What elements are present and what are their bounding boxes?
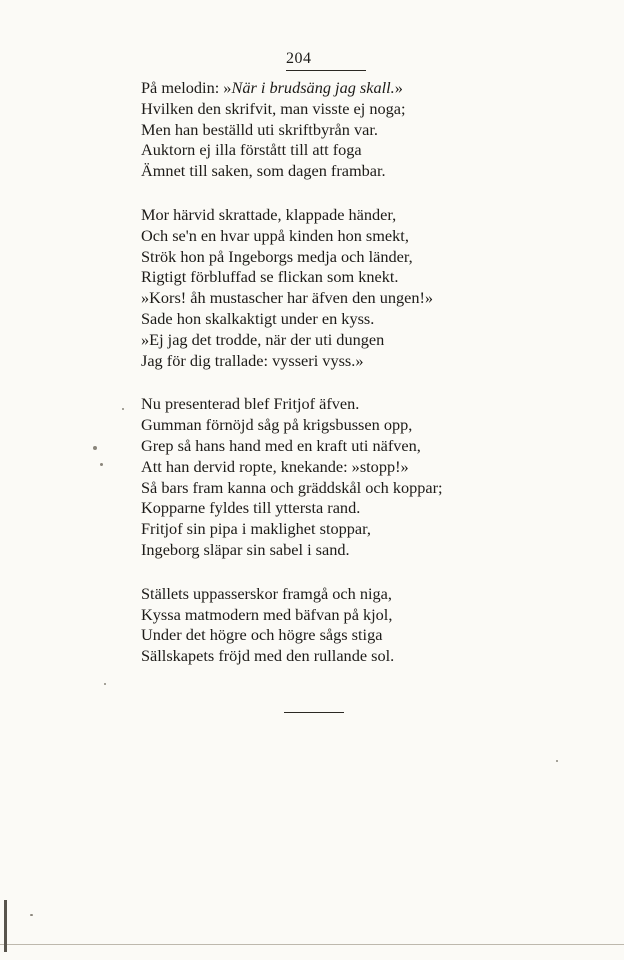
poem-line [141,78,611,99]
poem-line [141,625,611,646]
paper-speck [93,446,97,450]
poem-line [141,436,611,457]
poem-line [141,309,611,330]
line-text: Och se'n en hvar uppå kinden hon smekt, [141,225,409,245]
page-number: 204 [286,50,312,67]
section-end-rule [284,712,344,713]
poem-line [141,120,611,141]
poem-line [141,351,611,372]
line-text: Mor härvid skrattade, klappade händer, [141,204,397,224]
line-text: » [394,78,403,97]
line-text: Sällskapets fröjd med den rullande sol. [141,646,395,666]
line-text: Grep så hans hand med en kraft uti näfven, [141,435,421,455]
line-text: Strök hon på Ingeborgs medja och länder, [141,246,413,266]
poem-line [141,288,611,309]
line-text: Nu presenterad blef Fritjof äfven. [141,394,360,414]
line-text: På melodin: » [141,78,232,97]
poem-line [141,605,611,626]
poem-line [141,247,611,268]
line-text: Sade hon skalkaktigt under en kyss. [141,308,375,328]
line-text: Under det högre och högre sågs stiga [141,625,383,645]
poem-line [141,330,611,351]
line-text: Så bars fram kanna och gräddskål och koppar; [141,477,443,497]
poem-line [141,540,611,561]
line-text: Rigtigt förbluffad se flickan som knekt. [141,267,399,287]
paper-speck [122,408,124,410]
line-text: »Ej jag det trodde, när der uti dungen [141,329,385,349]
paper-speck [556,760,558,762]
poem-line [141,205,611,226]
line-text: Fritjof sin pipa i maklighet stoppar, [141,519,371,539]
poem-line [141,519,611,540]
poem-line [141,457,611,478]
poem-stanza [141,394,611,560]
poem-text [141,78,611,690]
line-text: Att han dervid ropte, knekande: »stopp!» [141,456,409,476]
paper-speck [104,683,106,685]
poem-line [141,140,611,161]
poem-line [141,498,611,519]
poem-line [141,584,611,605]
page-bottom-edge [0,944,624,945]
poem-line [141,478,611,499]
paper-speck [30,914,33,916]
binding-shadow-mark [4,900,7,952]
line-text: Ämnet till saken, som dagen frambar. [141,161,386,181]
poem-line [141,161,611,182]
paper-speck [100,463,103,466]
poem-stanza [141,78,611,182]
line-text: Ställets uppasserskor framgå och niga, [141,583,392,603]
line-text: »Kors! åh mustascher har äfven den ungen!» [141,288,434,308]
line-text: Men han beställd uti skriftbyrån var. [141,119,378,139]
melody-title: När i brudsäng jag skall. [231,78,395,97]
poem-stanza [141,205,611,371]
line-text: Ingeborg släpar sin sabel i sand. [141,539,350,559]
poem-line [141,267,611,288]
line-text: Hvilken den skrifvit, man visste ej noga; [141,98,406,118]
line-text: Jag för dig trallade: vysseri vyss.» [141,350,364,370]
line-text: Auktorn ej illa förstått till att foga [141,140,362,160]
poem-line [141,415,611,436]
poem-line [141,99,611,120]
poem-stanza [141,584,611,667]
line-text: Kyssa matmodern med bäfvan på kjol, [141,604,393,624]
poem-line [141,394,611,415]
line-text: Gumman förnöjd såg på krigsbussen opp, [141,415,413,435]
poem-line [141,226,611,247]
line-text: Kopparne fyldes till yttersta rand. [141,498,361,518]
page-number-rule [286,70,366,71]
poem-line [141,646,611,667]
